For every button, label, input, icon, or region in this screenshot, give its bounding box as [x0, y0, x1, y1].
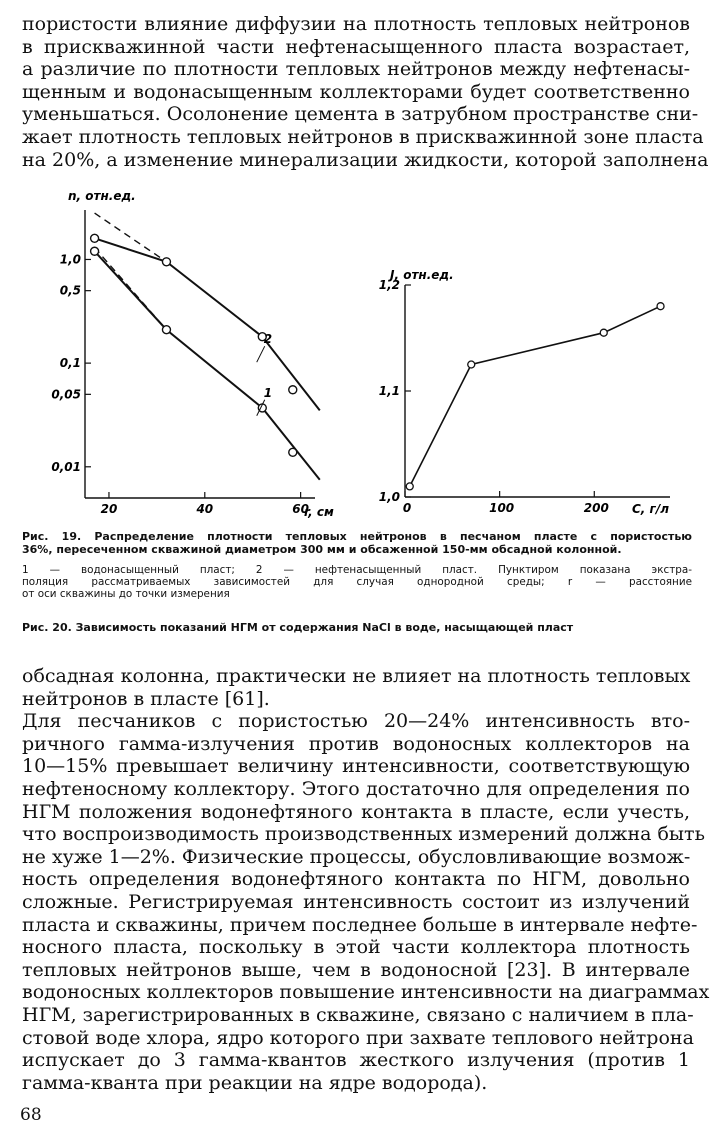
top-paragraph-line: уменьшаться. Осолонение цемента в затрубном пространстве сни-: [22, 103, 699, 126]
fig20-series-point: [657, 303, 664, 310]
bottom-paragraph-line: ричного гамма-излучения против водоносных коллекторов на: [22, 732, 690, 755]
fig19-y-tick-label: 0,5: [59, 283, 81, 298]
fig20-axes: [405, 285, 670, 497]
bottom-paragraph-line: Для песчаников с пористостью 20—24% интенсивность вто-: [22, 710, 690, 733]
fig19-extrapolation-line: [95, 213, 167, 262]
bottom-paragraph-line: НГМ положения водонефтяного контакта в пласте, если учесть,: [22, 800, 690, 823]
bottom-paragraph-line: нейтронов в пласте [61].: [22, 687, 270, 710]
fig20-x-tick-label: 100: [489, 501, 515, 515]
fig19-series-2-label: 2: [263, 332, 273, 347]
bottom-paragraph-line: сложные. Регистрируемая интенсивность состоит из излучений: [22, 890, 690, 913]
bottom-paragraph: [22, 665, 710, 1094]
fig19-series-1-label: 1: [263, 385, 273, 400]
fig19-y-axis-label: n, отн.ед.: [68, 189, 136, 203]
bottom-paragraph-line: что воспроизводимость производственных измерений должна быть: [22, 823, 705, 846]
fig20-x-tick-label: 0: [402, 501, 412, 515]
bottom-paragraph-line: гамма-кванта при реакции на ядре водорода).: [22, 1071, 488, 1094]
fig19-axes: [85, 210, 315, 498]
fig19-y-tick-label: 0,01: [51, 459, 81, 474]
bottom-paragraph-line: испускает до 3 гамма-квантов жесткого излучения (против 1: [22, 1049, 690, 1072]
bottom-paragraph-line: стовой воде хлора, ядро которого при захвате теплового нейтрона: [22, 1026, 694, 1049]
figure-19-legend: [22, 564, 692, 600]
fig20-series-line: [410, 306, 661, 486]
fig19-series-2-point: [162, 258, 170, 266]
fig19-series-1-point: [91, 247, 99, 255]
top-paragraph: [22, 13, 709, 171]
bottom-paragraph-line: ность определения водонефтяного контакта по НГМ, довольно: [22, 868, 690, 891]
figure-19-caption: [22, 530, 692, 556]
fig19-series-1-point: [289, 448, 297, 456]
figure-19-legend-line: от оси скважины до точки измерения: [22, 588, 230, 600]
fig19-x-tick-label: 40: [196, 502, 214, 516]
fig20-x-tick-label: 200: [583, 501, 609, 515]
fig20-y-tick-label: 1,2: [378, 278, 400, 292]
fig19-x-tick-label: 20: [100, 502, 118, 516]
bottom-paragraph-line: нефтеносному коллектору. Этого достаточно для определения по: [22, 777, 690, 800]
fig19-x-axis-label: r, см: [304, 505, 334, 519]
fig19-series-2-leader: [257, 346, 265, 362]
figure-19-chart: [40, 180, 340, 520]
figure-19-caption-line: 36%, пересеченном скважиной диаметром 300 мм и обсаженной 150-мм обсадной колонной.: [22, 543, 622, 556]
bottom-paragraph-line: НГМ, зарегистрированных в скважине, связано с наличием в пла-: [22, 1003, 694, 1026]
fig19-y-tick-label: 0,05: [51, 387, 81, 402]
bottom-paragraph-line: носного пласта, поскольку в этой части коллектора плотность: [22, 936, 690, 959]
top-paragraph-line: а различие по плотности тепловых нейтронов между нефтенасы-: [22, 58, 690, 81]
bottom-paragraph-line: обсадная колонна, практически не влияет на плотность тепловых: [22, 665, 691, 687]
fig19-x-tick-label: 60: [292, 502, 309, 516]
fig19-series-2-point: [91, 234, 99, 242]
figure-19-caption-line: Рис. 19. Распределение плотности тепловых нейтронов в песчаном пласте с пористостью: [22, 530, 692, 543]
top-paragraph-line: щенным и водонасыщенным коллекторами будет соответственно: [22, 80, 690, 103]
page-number: 68: [20, 1105, 42, 1125]
top-paragraph-line: в прискважинной части нефтенасыщенного пласта возрастает,: [22, 35, 690, 58]
fig19-y-tick-label: 1,0: [59, 252, 81, 267]
fig20-y-axis-label: J, отн.ед.: [390, 268, 454, 282]
fig20-y-tick-label: 1,0: [378, 490, 400, 504]
bottom-paragraph-line: не хуже 1—2%. Физические процессы, обусловливающие возмож-: [22, 845, 691, 868]
bottom-paragraph-line: 10—15% превышает величину интенсивности, соответствующую: [22, 755, 690, 778]
figure-20-chart: [370, 255, 690, 525]
figure-19-legend-line: поляция рассматриваемых зависимостей для случая однородной среды; r — расстояние: [22, 576, 692, 588]
fig19-series-1-point: [162, 326, 170, 334]
fig20-series-point: [600, 329, 607, 336]
top-paragraph-line: жает плотность тепловых нейтронов в прискважинной зоне пласта: [22, 125, 704, 148]
bottom-paragraph-line: водоносных коллекторов повышение интенсивности на диаграммах: [22, 981, 710, 1004]
fig20-series-point: [406, 483, 413, 490]
bottom-paragraph-line: пласта и скважины, причем последнее больше в интервале нефте-: [22, 913, 698, 936]
figure-19-legend-line: 1 — водонасыщенный пласт; 2 — нефтенасыщенный пласт. Пунктиром показана экстра-: [22, 564, 692, 576]
fig20-x-axis-label: C, г/л: [632, 502, 669, 516]
fig19-y-tick-label: 0,1: [59, 356, 81, 371]
top-paragraph-line: пористости влияние диффузии на плотность тепловых нейтронов: [22, 13, 690, 35]
figure-20-caption: [22, 621, 692, 634]
figure-20-caption-line: Рис. 20. Зависимость показаний НГМ от содержания NaCl в воде, насыщающей пласт: [22, 621, 574, 634]
bottom-paragraph-line: тепловых нейтронов выше, чем в водоносной [23]. В интервале: [22, 958, 690, 981]
top-paragraph-line: на 20%, а изменение минерализации жидкости, которой заполнена: [22, 148, 709, 171]
fig19-series-2-point: [289, 386, 297, 394]
fig19-series-2-line: [95, 238, 320, 410]
fig20-y-tick-label: 1,1: [378, 384, 400, 398]
fig20-series-point: [468, 361, 475, 368]
